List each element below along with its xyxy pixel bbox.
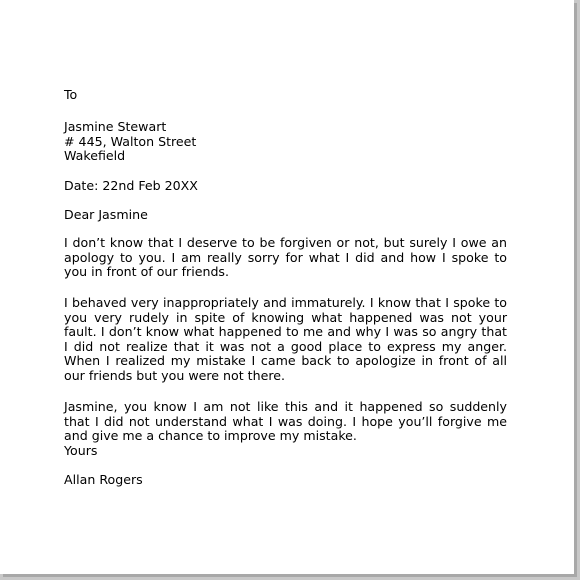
paragraph-line: Jasmine, you know I am not like this and it happened so suddenly (64, 399, 507, 414)
paragraph-line: fault. I don’t know what happened to me and why I was so angry that (64, 324, 507, 340)
recipient-address (64, 120, 507, 164)
paragraph-line: that I did not understand what I was doing. I hope you’ll forgive me (64, 413, 507, 429)
recipient-city: Wakefield (64, 148, 126, 164)
letter-date: Date: 22nd Feb 20XX (64, 178, 198, 193)
salutation: Dear Jasmine (64, 207, 148, 222)
paragraph-line: When I realized my mistake I came back to apologize in front of all (64, 353, 507, 369)
recipient-street: # 445, Walton Street (64, 133, 197, 149)
paragraph-3 (64, 400, 507, 458)
recipient-name: Jasmine Stewart (64, 119, 167, 134)
paragraph-1 (64, 236, 507, 280)
paragraph-line: our friends but you were not there. (64, 367, 285, 383)
to-label: To (64, 87, 78, 102)
paragraph-line: I did not realize that it was not a good place to express my anger. (64, 338, 507, 354)
signature-name: Allan Rogers (64, 472, 143, 487)
paragraph-line: you in front of our friends. (64, 264, 229, 280)
paragraph-line: and give me a chance to improve my mistake. (64, 428, 357, 444)
paragraph-line: apology to you. I am really sorry for what I did and how I spoke to (64, 249, 507, 265)
paragraph-line: you very rudely in spite of knowing what happened was not your (64, 309, 507, 325)
paragraph-line: I don’t know that I deserve to be forgiven or not, but surely I owe an (64, 235, 507, 250)
paragraph-2 (64, 296, 507, 384)
closing: Yours (64, 442, 98, 458)
paragraph-line: I behaved very inappropriately and immaturely. I know that I spoke to (64, 295, 507, 310)
